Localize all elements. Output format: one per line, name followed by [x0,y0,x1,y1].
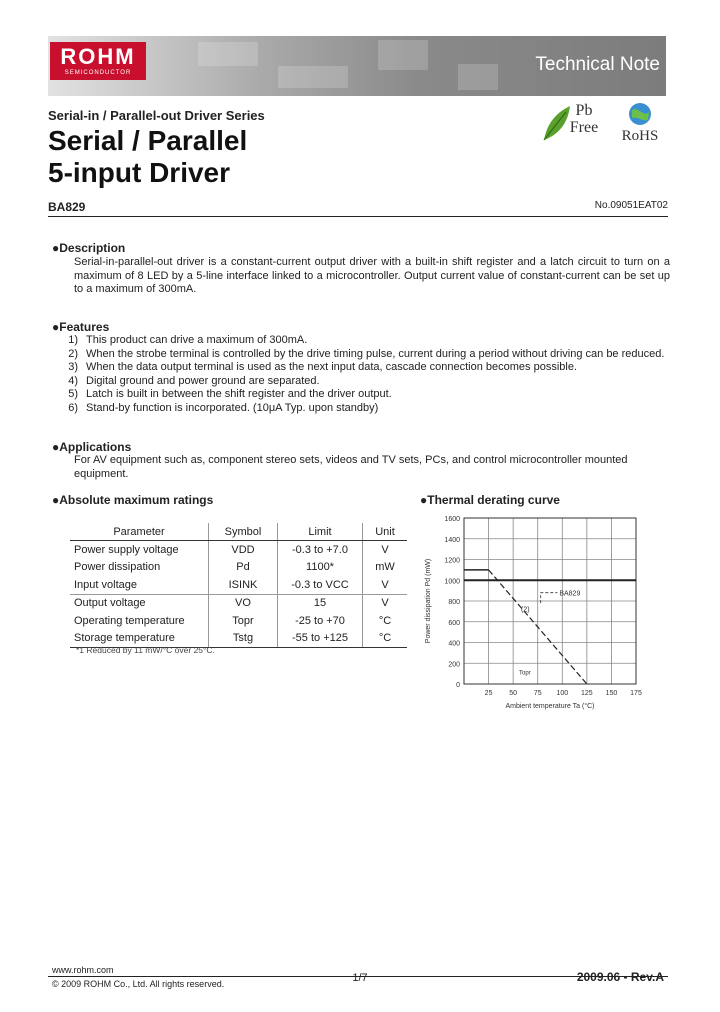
annotation-label: Topr [519,670,531,677]
table-cell: -0.3 to VCC [278,576,363,594]
table-cell: °C [363,612,408,629]
x-tick-label: 175 [630,690,642,697]
thermal-heading: ●Thermal derating curve [420,493,560,507]
banner-pattern [198,42,258,66]
page-title [48,125,247,189]
table-cell: Power dissipation [74,561,161,574]
table-row [70,612,407,629]
y-tick-label: 600 [448,619,460,627]
table-cell: VO [209,594,278,612]
part-number: BA829 [48,200,86,214]
applications-heading: ●Applications [52,440,132,454]
y-tick-label: 0 [456,682,460,689]
item-number: 4) [68,374,78,387]
banner-pattern [378,40,428,70]
table-cell: -55 to +125 [278,629,363,647]
item-number: 1) [68,334,78,346]
table-header-row [70,523,407,541]
y-tick-label: 1000 [444,578,460,586]
list-item [52,402,672,416]
table-cell: Input voltage [74,578,137,591]
description-text: Serial-in-parallel-out driver is a constant-current output driver with a built-in shift register and a latch circuit to turn on a maximum of 8 LED by a 5-line interface linked to a microcontroller. Output current value of constant-current can be set up to a maximum of 300mA. [74,256,670,295]
table-cell: VDD [209,541,278,559]
column-header: Parameter [70,523,209,541]
item-text: Stand-by function is incorporated. (10μA Typ. upon standby) [86,401,379,414]
table-row [70,576,407,594]
item-text: When the data output terminal is used as the next input data, cascade connection becomes possible. [86,361,578,373]
x-tick-label: 25 [484,690,493,697]
table-cell: Power supply voltage [74,544,179,557]
column-header: Symbol [209,523,278,541]
globe-icon [610,100,670,130]
brand-subtitle: SEMICONDUCTOR [64,70,132,76]
thermal-derating-chart [410,510,660,720]
annotation-leader [541,593,558,603]
item-text: Digital ground and power ground are separated. [86,374,320,387]
item-text: When the strobe terminal is controlled by the drive timing pulse, current during a period without driving can be reduced. [86,347,665,360]
table-cell: 15 [278,594,363,612]
table-cell: °C [363,629,408,647]
rohs-text: RoHS [621,128,659,144]
ratings-heading: ●Absolute maximum ratings [52,493,214,507]
ratings-note: *1 Reduced by 11 mW/°C over 25°C. [76,645,215,655]
title-line-2: 5-input Driver [48,157,231,188]
table-cell: Operating temperature [74,614,185,627]
doc-type: Technical Note [535,54,660,75]
y-tick-label: 1400 [444,536,460,544]
brand-name: ROHM [60,44,136,69]
pb-free-text: Pb Free [569,102,599,136]
table-cell: Storage temperature [70,629,209,647]
y-tick-label: 200 [448,661,460,669]
list-item [52,348,672,362]
title-line-1: Serial / Parallel [48,125,248,156]
banner-pattern [458,64,498,90]
item-number: 2) [68,347,78,360]
list-item [52,375,672,389]
list-item [52,361,672,375]
table-cell: mW [363,559,408,576]
applications-text: For AV equipment such as, component stereo sets, videos and TV sets, PCs, and control microcontroller mounted equipment. [74,454,628,480]
table-cell: Tstg [209,629,278,647]
table-cell: ISINK [209,576,278,594]
features-list [52,334,672,415]
item-number: 3) [68,361,78,373]
x-tick-label: 100 [556,690,569,697]
table-row [70,594,407,612]
x-tick-label: 50 [509,690,518,697]
table-cell: V [363,576,408,594]
table-cell: Output voltage [70,594,209,612]
item-number: 6) [68,401,78,414]
table-cell: V [363,594,408,612]
footer-website[interactable]: www.rohm.com [52,965,114,975]
list-item [52,388,672,402]
column-header: Unit [363,523,408,541]
table-cell: Topr [209,612,278,629]
pb-free-badge [540,100,604,152]
item-number: 5) [68,388,78,400]
revision: 2009.06 - Rev.A [576,970,664,984]
rohm-logo [50,42,146,80]
rohs-badge [610,100,670,152]
description-heading: ●Description [52,241,126,255]
doc-number: No.09051EAT02 [594,200,668,211]
banner-pattern [278,66,348,88]
ratings-table [70,523,407,648]
y-tick-label: 400 [448,640,460,648]
table-cell: V [363,541,408,559]
y-axis-label: Power dissipation Pd (mW) [425,558,432,644]
features-heading: ●Features [52,320,110,334]
annotation-label: (2) [521,606,530,614]
table-cell: -0.3 to +7.0 [278,541,363,559]
header-rule [48,216,668,217]
table-row [70,541,407,559]
y-tick-label: 1600 [444,516,460,523]
item-text: Latch is built in between the shift register and the driver output. [86,388,392,400]
table-row [70,559,407,576]
list-item [52,334,672,348]
x-tick-label: 75 [533,690,542,697]
x-axis-label: Ambient temperature Ta (°C) [505,703,595,710]
table-cell: -25 to +70 [278,612,363,629]
column-header: Limit [278,523,363,541]
x-tick-label: 150 [605,690,618,697]
item-text: This product can drive a maximum of 300mA. [86,334,308,346]
y-tick-label: 1200 [444,557,460,565]
page-number: 1/7 [352,972,368,984]
series-label: BA829 [559,590,581,598]
footer-copyright: © 2009 ROHM Co., Ltd. All rights reserved. [52,979,225,989]
table-cell: 1100* [278,559,363,576]
table-cell: Pd [209,559,278,576]
series-name: Serial-in / Parallel-out Driver Series [48,108,265,123]
y-tick-label: 800 [448,599,460,606]
x-tick-label: 125 [581,690,593,697]
